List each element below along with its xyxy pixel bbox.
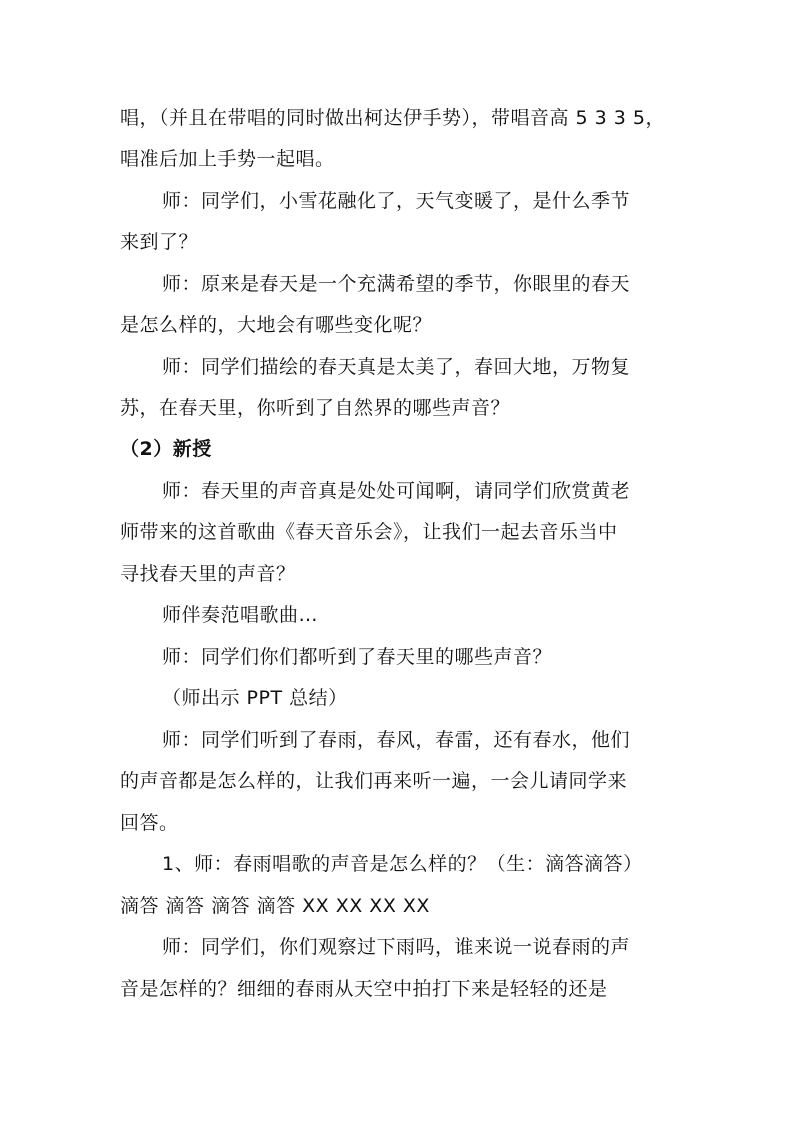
text-line-15: （师出示 PPT 总结） bbox=[162, 687, 348, 709]
text-line-16: 师：同学们听到了春雨，春风，春雷，还有春水，他们 bbox=[162, 729, 631, 751]
text-line-7: 师：同学们描绘的春天真是太美了，春回大地，万物复 bbox=[162, 356, 631, 378]
text-line-2: 唱准后加上手势一起唱。 bbox=[120, 148, 335, 170]
text-line-14: 师：同学们你们都听到了春天里的哪些声音？ bbox=[162, 646, 553, 668]
text-line-19: 1、师：春雨唱歌的声音是怎么样的？（生：滴答滴答） bbox=[162, 853, 643, 875]
text-line-18: 回答。 bbox=[120, 812, 179, 834]
text-line-8: 苏，在春天里，你听到了自然界的哪些声音？ bbox=[120, 397, 511, 419]
text-line-6: 是怎么样的，大地会有哪些变化呢？ bbox=[120, 314, 433, 336]
text-line-4: 来到了？ bbox=[120, 231, 199, 253]
text-line-13: 师伴奏范唱歌曲… bbox=[162, 604, 319, 626]
text-line-21: 师：同学们，你们观察过下雨吗，谁来说一说春雨的声 bbox=[162, 936, 631, 958]
text-line-22: 音是怎样的？细细的春雨从天空中拍打下来是轻轻的还是 bbox=[120, 978, 608, 1000]
text-line-17: 的声音都是怎么样的，让我们再来听一遍，一会儿请同学来 bbox=[120, 770, 628, 792]
text-line-1: 唱，（并且在带唱的同时做出柯达伊手势），带唱音高 5 3 3 5， bbox=[120, 107, 666, 129]
text-line-3: 师：同学们，小雪花融化了，天气变暖了，是什么季节 bbox=[162, 190, 631, 212]
text-line-11: 师带来的这首歌曲《春天音乐会》，让我们一起去音乐当中 bbox=[120, 521, 618, 543]
text-line-20: 滴答 滴答 滴答 滴答 XX XX XX XX bbox=[120, 895, 430, 917]
section-heading: （2）新授 bbox=[120, 438, 212, 460]
text-line-10: 师：春天里的声音真是处处可闻啊，请同学们欣赏黄老 bbox=[162, 480, 631, 502]
text-line-12: 寻找春天里的声音？ bbox=[120, 563, 296, 585]
text-line-5: 师：原来是春天是一个充满希望的季节，你眼里的春天 bbox=[162, 273, 631, 295]
